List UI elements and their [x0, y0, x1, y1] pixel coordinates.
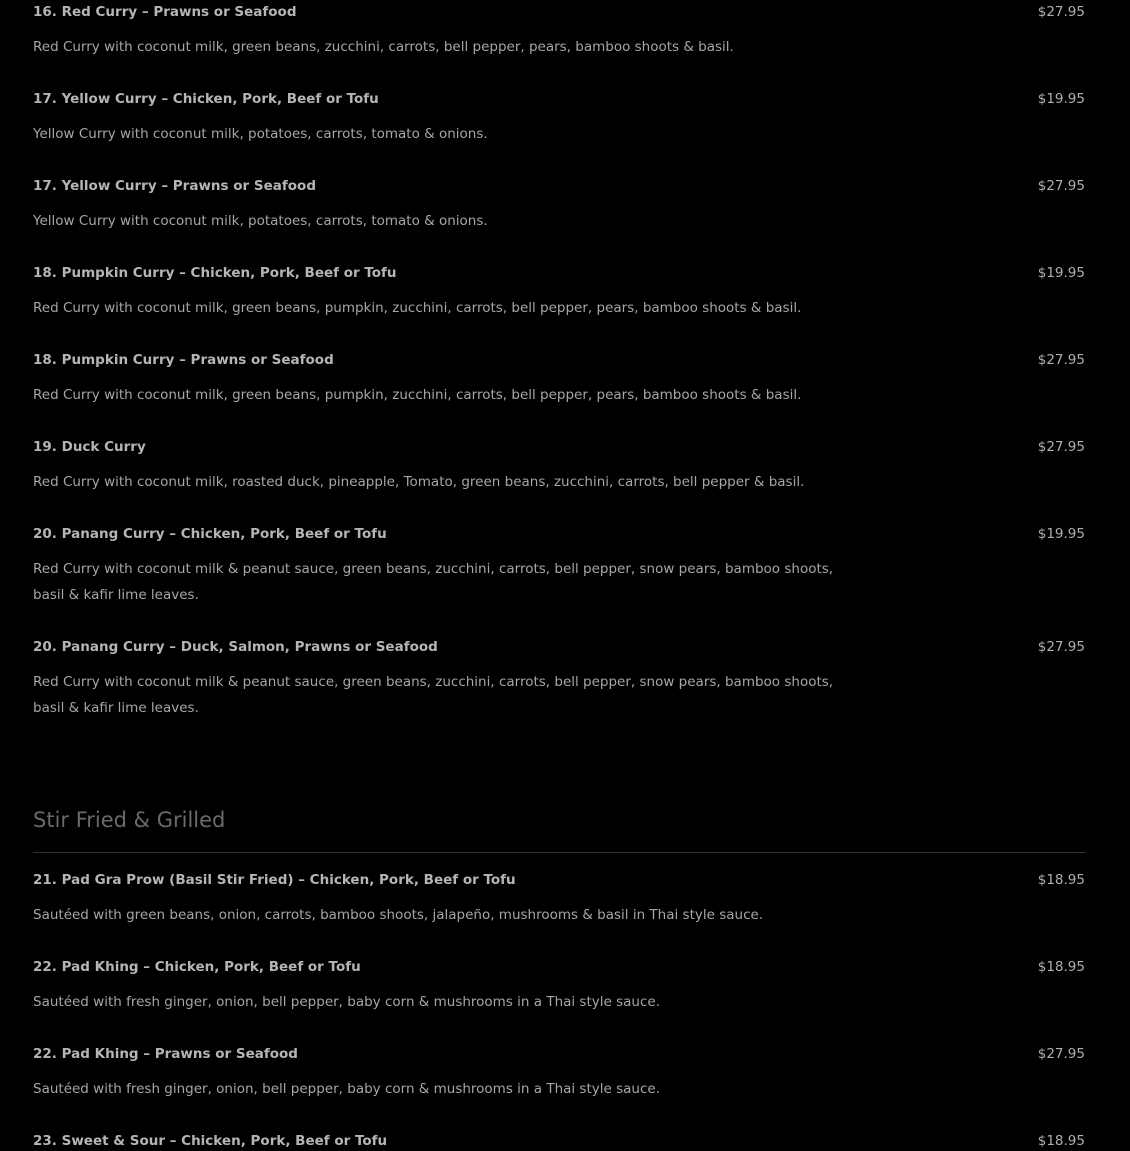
- menu-item-name: 22. Pad Khing – Prawns or Seafood: [33, 1046, 298, 1062]
- menu-item-name: 17. Yellow Curry – Prawns or Seafood: [33, 178, 316, 194]
- menu-item-description: Red Curry with coconut milk, roasted duck, pineapple, Tomato, green beans, zucchini, carrots, bell pepper & basil.: [33, 474, 805, 490]
- menu-item-description: Red Curry with coconut milk & peanut sauce, green beans, zucchini, carrots, bell pepper, snow pears, bamboo shoots, basil & kafir lime leaves.: [33, 561, 834, 603]
- menu-item-name: 20. Panang Curry – Chicken, Pork, Beef or Tofu: [33, 526, 387, 542]
- menu-item-description: Red Curry with coconut milk, green beans, pumpkin, zucchini, carrots, bell pepper, pears, bamboo shoots & basil.: [33, 300, 802, 316]
- menu-item-description: Yellow Curry with coconut milk, potatoes, carrots, tomato & onions.: [33, 126, 488, 142]
- menu-item-price: $27.95: [1037, 178, 1085, 194]
- menu-item-name: 22. Pad Khing – Chicken, Pork, Beef or Tofu: [33, 959, 361, 975]
- menu-item-description: Sautéed with fresh ginger, onion, bell pepper, baby corn & mushrooms in a Thai style sauce.: [33, 1081, 660, 1097]
- menu-item-description: Sautéed with green beans, onion, carrots, bamboo shoots, jalapeño, mushrooms & basil in Thai style sauce.: [33, 907, 764, 923]
- menu-item-name: 16. Red Curry – Prawns or Seafood: [33, 4, 297, 20]
- menu-item-name: 20. Panang Curry – Duck, Salmon, Prawns or Seafood: [33, 639, 438, 655]
- menu-item-description: Yellow Curry with coconut milk, potatoes, carrots, tomato & onions.: [33, 213, 488, 229]
- menu-item-price: $18.95: [1037, 1133, 1085, 1149]
- menu-item-price: $27.95: [1037, 4, 1085, 20]
- menu-item-price: $27.95: [1037, 352, 1085, 368]
- menu-item-price: $19.95: [1037, 265, 1085, 281]
- section-divider: [33, 852, 1085, 853]
- menu-item-name: 18. Pumpkin Curry – Chicken, Pork, Beef or Tofu: [33, 265, 397, 281]
- menu-item-name: 19. Duck Curry: [33, 439, 146, 455]
- menu-item-description: Red Curry with coconut milk, green beans, zucchini, carrots, bell pepper, pears, bamboo shoots & basil.: [33, 39, 734, 55]
- menu-item-price: $19.95: [1037, 526, 1085, 542]
- menu-item-description: Red Curry with coconut milk, green beans, pumpkin, zucchini, carrots, bell pepper, pears, bamboo shoots & basil.: [33, 387, 802, 403]
- menu-item-price: $19.95: [1037, 91, 1085, 107]
- menu-item-price: $27.95: [1037, 439, 1085, 455]
- menu-item-description: Sautéed with fresh ginger, onion, bell pepper, baby corn & mushrooms in a Thai style sauce.: [33, 994, 660, 1010]
- menu-item-price: $27.95: [1037, 1046, 1085, 1062]
- menu-item-name: 23. Sweet & Sour – Chicken, Pork, Beef or Tofu: [33, 1133, 388, 1149]
- menu-item-price: $18.95: [1037, 959, 1085, 975]
- menu-item-name: 18. Pumpkin Curry – Prawns or Seafood: [33, 352, 334, 368]
- menu-item-price: $18.95: [1037, 872, 1085, 888]
- menu-item-price: $27.95: [1037, 639, 1085, 655]
- menu-item-name: 21. Pad Gra Prow (Basil Stir Fried) – Chicken, Pork, Beef or Tofu: [33, 872, 516, 888]
- section-title: Stir Fried & Grilled: [33, 808, 226, 832]
- menu-item-description: Red Curry with coconut milk & peanut sauce, green beans, zucchini, carrots, bell pepper, snow pears, bamboo shoots, basil & kafir lime leaves.: [33, 674, 834, 716]
- menu-item-name: 17. Yellow Curry – Chicken, Pork, Beef or Tofu: [33, 91, 379, 107]
